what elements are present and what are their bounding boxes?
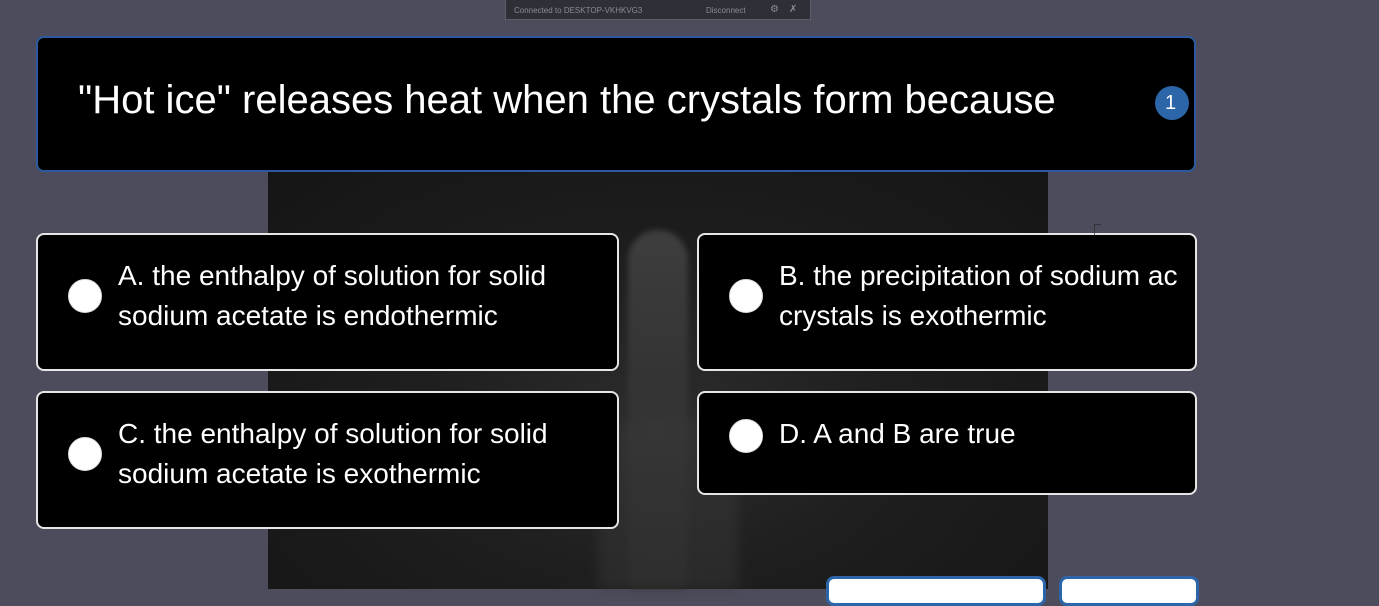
option-a-line1: A. the enthalpy of solution for solid [118,260,547,291]
radio-button-d[interactable] [729,419,763,453]
remote-connection-bar [505,0,811,20]
option-label-a [118,256,588,336]
option-c-line1: C. the enthalpy of solution for solid [118,418,548,449]
radio-button-b[interactable] [729,279,763,313]
answer-option-a[interactable] [36,233,619,371]
option-label-d [779,414,1249,454]
bottom-action-button[interactable] [826,576,1046,606]
option-label-b [779,256,1379,336]
option-b-line2: crystals is exothermic [779,300,1047,331]
radio-button-a[interactable] [68,279,102,313]
settings-icon[interactable]: ⚙ [770,4,779,15]
answer-option-d[interactable] [697,391,1197,495]
option-a-line2: sodium acetate is endothermic [118,300,498,331]
answer-option-c[interactable] [36,391,619,529]
radio-button-c[interactable] [68,437,102,471]
question-text: "Hot ice" releases heat when the crystals form because [78,78,1056,122]
mouse-cursor-icon [1094,224,1101,235]
question-card [36,36,1196,172]
disconnect-button[interactable]: Disconnect [706,6,746,15]
question-number-badge: 1 [1155,86,1189,120]
option-b-line1: B. the precipitation of sodium ac [779,260,1178,291]
pin-icon[interactable]: ✗ [789,4,798,15]
option-label-c [118,414,588,494]
option-d-line1: D. A and B are true [779,418,1016,449]
connection-status: Connected to DESKTOP-VKHKVG3 [514,6,643,15]
option-c-line2: sodium acetate is exothermic [118,458,481,489]
bottom-action-button-secondary[interactable] [1059,576,1199,606]
answer-option-b[interactable] [697,233,1197,371]
